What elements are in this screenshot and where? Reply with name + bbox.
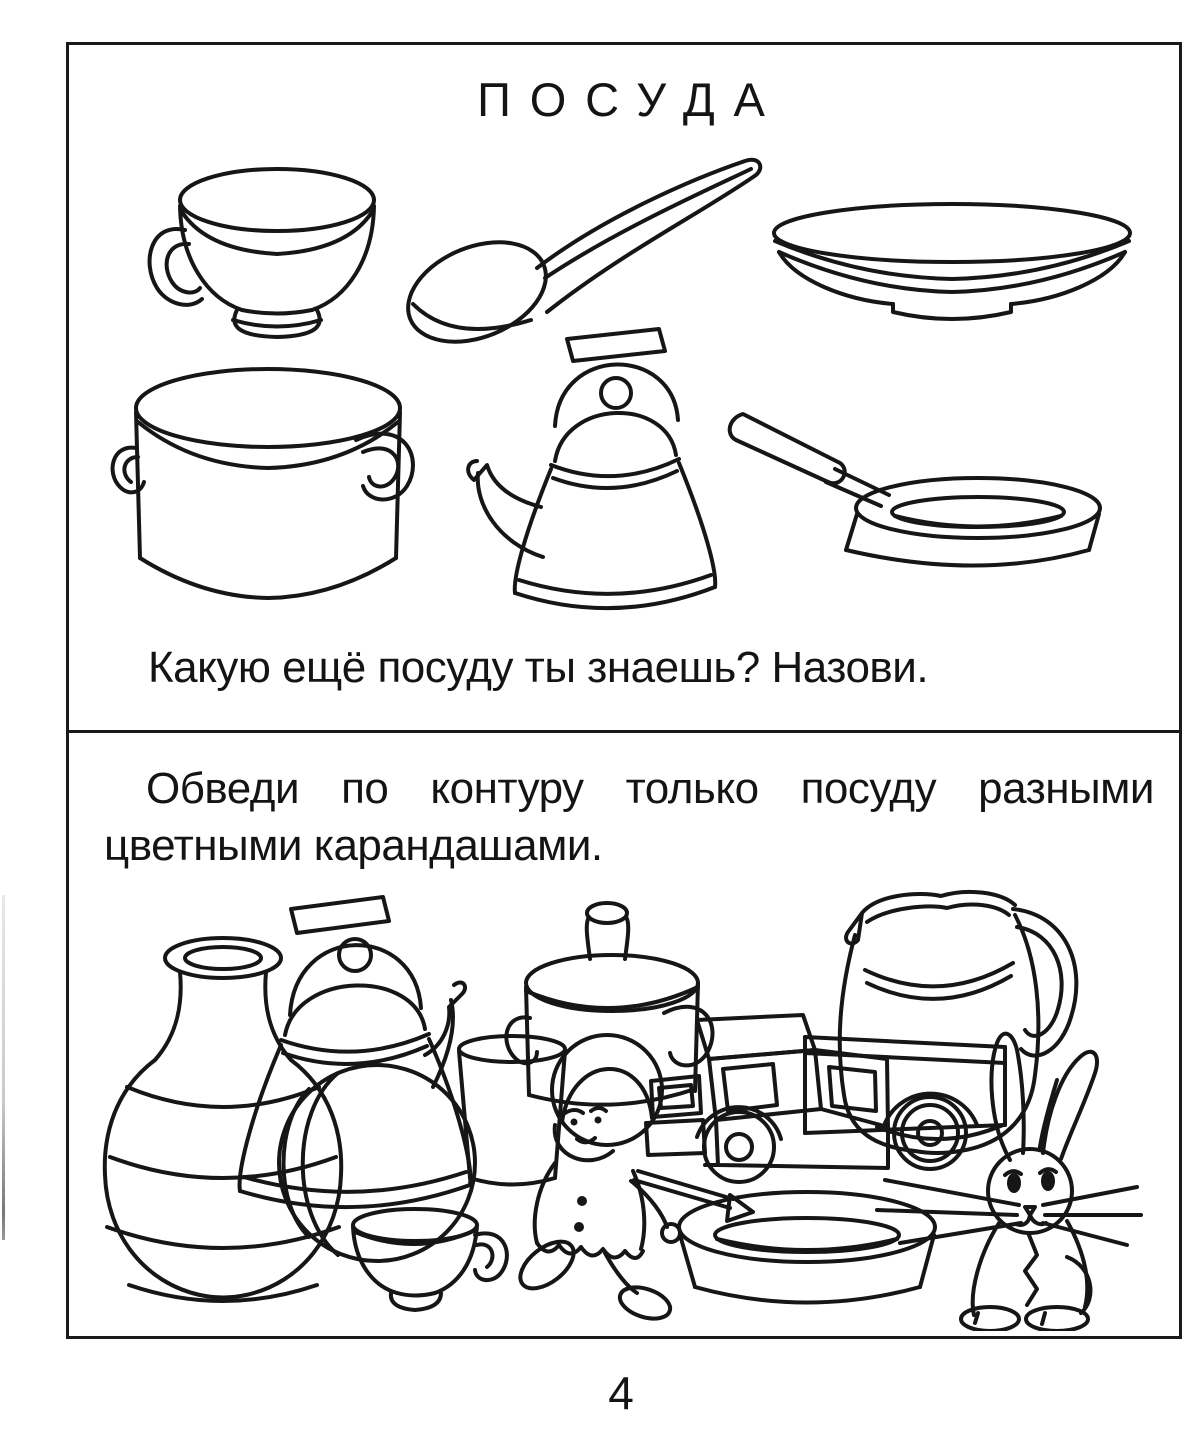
frying-pan-drawing bbox=[723, 408, 1113, 580]
teacup-drawing bbox=[145, 158, 385, 343]
panel-divider bbox=[66, 730, 1182, 733]
instruction-text: Обведи по контуру только посуду разными цветными карандашами. bbox=[104, 764, 1154, 871]
page-title: ПОСУДА bbox=[477, 73, 784, 126]
toy-truck-drawing bbox=[646, 1015, 1005, 1182]
pot-drawing bbox=[110, 360, 425, 612]
kettle-drawing-2 bbox=[240, 897, 471, 1207]
basin-bowl-drawing bbox=[679, 1192, 935, 1303]
pitcher-drawing bbox=[840, 892, 1077, 1153]
pot-drawing-2 bbox=[506, 903, 712, 1105]
collage-drawing bbox=[85, 875, 1145, 1331]
question-text: Какую ещё посуду ты знаешь? Назови. bbox=[148, 643, 929, 692]
page-number: 4 bbox=[608, 1367, 634, 1419]
plate-drawing bbox=[763, 200, 1141, 328]
decanter-vase-drawing bbox=[105, 938, 341, 1301]
ball-drawing bbox=[279, 1065, 475, 1261]
scan-artifact bbox=[2, 895, 5, 1240]
